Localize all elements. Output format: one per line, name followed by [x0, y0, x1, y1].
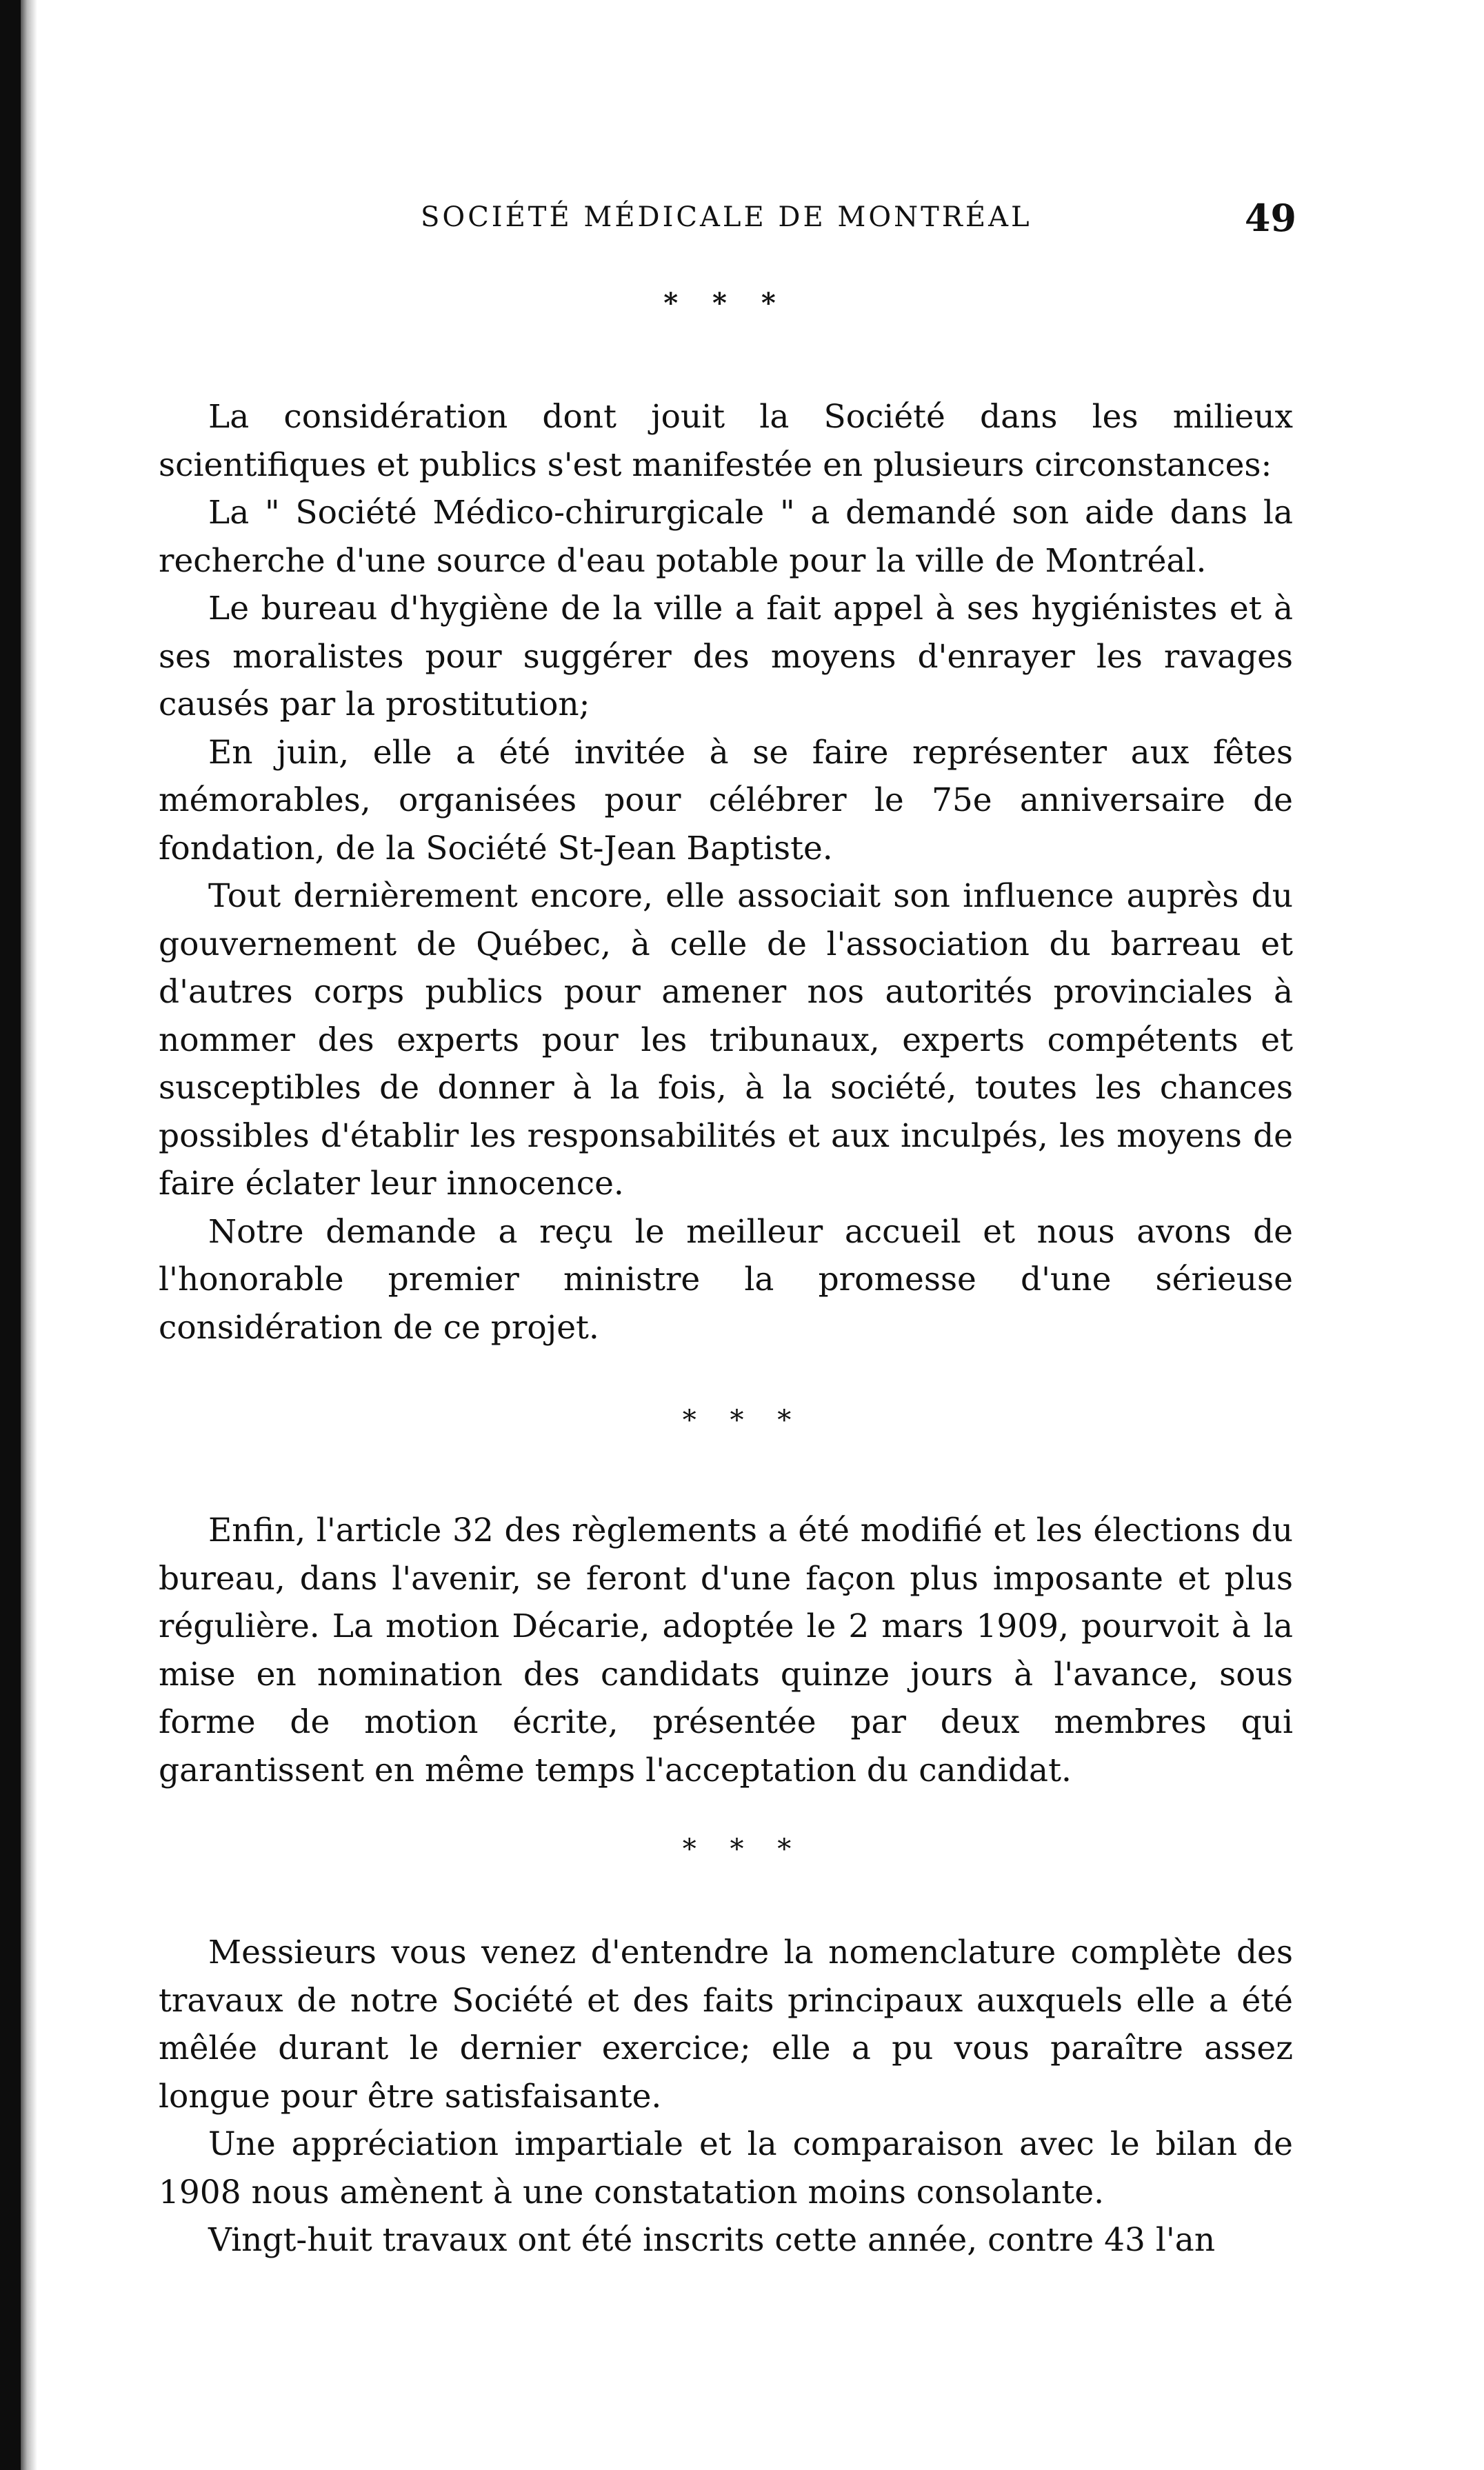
- scan-binding-edge: [0, 0, 21, 2470]
- section-separator: * * *: [682, 1834, 804, 1865]
- section-elections: [159, 1507, 1293, 1794]
- paragraph: Tout dernièrement encore, elle associait son influence auprès du gouvernement de Québec, à celle de l'association du barreau et d'autres corps publics pour amener nos autorités provinciales à nommer des experts pour les tribunaux, experts compétents et susceptibles de donner à la fois, à la société, toutes les chances possibles d'établir les responsabilités et aux inculpés, les moyens de faire éclater leur innocence.: [159, 877, 1293, 1203]
- paragraph: La " Société Médico-chirurgicale " a demandé son aide dans la recherche d'une source d'eau potable pour la ville de Montréal.: [159, 494, 1293, 580]
- paragraph: Vingt-huit travaux ont été inscrits cette année, contre 43 l'an: [208, 2221, 1216, 2259]
- running-title: SOCIÉTÉ MÉDICALE DE MONTRÉAL: [421, 201, 1032, 233]
- section-conclusion: [159, 1929, 1293, 2265]
- paragraph: Notre demande a reçu le meilleur accueil et nous avons de l'honorable premier ministre la promesse d'une sérieuse considération de ce projet.: [159, 1212, 1293, 1347]
- paragraph: Une appréciation impartiale et la comparaison avec le bilan de 1908 nous amènent à une constatation moins consolante.: [159, 2125, 1293, 2211]
- book-page: [159, 186, 1296, 2265]
- section-separator: * * *: [663, 287, 788, 319]
- paragraph: Le bureau d'hygiène de la ville a fait appel à ses hygiénistes et à ses moralistes pour suggérer des moyens d'enrayer les ravages causés par la prostitution;: [159, 590, 1293, 723]
- scan-binding-shadow: [21, 0, 37, 2470]
- page-number: 49: [1244, 196, 1296, 240]
- paragraph: Enfin, l'article 32 des règlements a été modifié et les élections du bureau, dans l'avenir, se feront d'une façon plus imposante et plus régulière. La motion Décarie, adoptée le 2 mars 1909, pourvoit à la mise en nomination des candidats quinze jours à l'avance, sous forme de motion écrite, présentée par deux membres qui garantissent en même temps l'acceptation du candidat.: [159, 1512, 1293, 1789]
- section-separator: * * *: [682, 1405, 804, 1436]
- paragraph: Messieurs vous venez d'entendre la nomenclature complète des travaux de notre Société et des faits principaux auxquels elle a été mêlée durant le dernier exercice; elle a pu vous paraître assez longue pour être satisfaisante.: [159, 1934, 1293, 2116]
- page-header: [159, 186, 1296, 240]
- paragraph: La considération dont jouit la Société dans les milieux scientifiques et publics s'est manifestée en plusieurs circonstances:: [159, 398, 1293, 484]
- paragraph: En juin, elle a été invitée à se faire représenter aux fêtes mémorables, organisées pour célébrer le 75e anniversaire de fondation, de la Société St-Jean Baptiste.: [159, 733, 1293, 867]
- section-reputation: [159, 393, 1293, 1352]
